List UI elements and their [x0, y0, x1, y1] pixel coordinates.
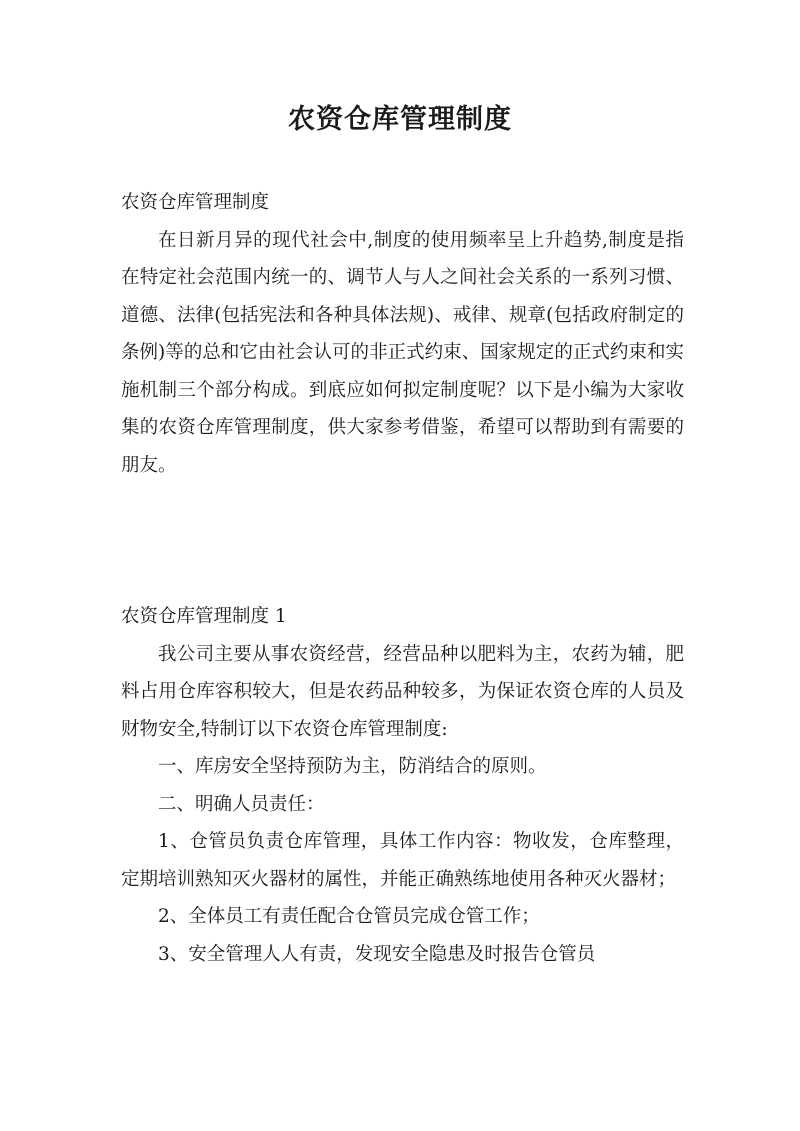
section-1-paragraph: 3、安全管理人人有责，发现安全隐患及时报告仓管员 — [158, 943, 596, 965]
section-1-paragraph: 1、仓管员负责仓库管理，具体工作内容：物收发，仓库整理，定期培训熟知灭火器材的属性，并能正确熟练地使用各种灭火器材； — [121, 831, 684, 890]
section-1-paragraph: 2、全体员工有责任配合仓管员完成仓管工作； — [158, 906, 540, 927]
intro-heading: 农资仓库管理制度 — [121, 192, 270, 213]
section-1 — [121, 598, 684, 973]
section-1-paragraph: 一、库房安全坚持预防为主，防消结合的原则。 — [158, 756, 547, 777]
section-1-heading: 农资仓库管理制度 1 — [121, 606, 287, 627]
section-1-paragraph: 二、明确人员责任： — [158, 793, 325, 815]
intro-paragraph: 在日新月异的现代社会中,制度的使用频率呈上升趋势,制度是指在特定社会范围内统一的、调节人与人之间社会关系的一系列习惯、道德、法律(包括宪法和各种具体法规)、戒律、规章(包括政府制定的条例)等的总和它由社会认可的非正式约束、国家规定的正式约束和实施机制三个部分构成。到底应如何拟定制度呢？以下是小编为大家收集的农资仓库管理制度，供大家参考借鉴，希望可以帮助到有需要的朋友。 — [121, 229, 684, 476]
document-title: 农资仓库管理制度 — [288, 104, 512, 135]
section-1-paragraph: 我公司主要从事农资经营，经营品种以肥料为主，农药为辅，肥料占用仓库容积较大，但是农药品种较多，为保证农资仓库的人员及财物安全,特制订以下农资仓库管理制度: — [121, 643, 684, 740]
intro-section — [121, 184, 684, 484]
